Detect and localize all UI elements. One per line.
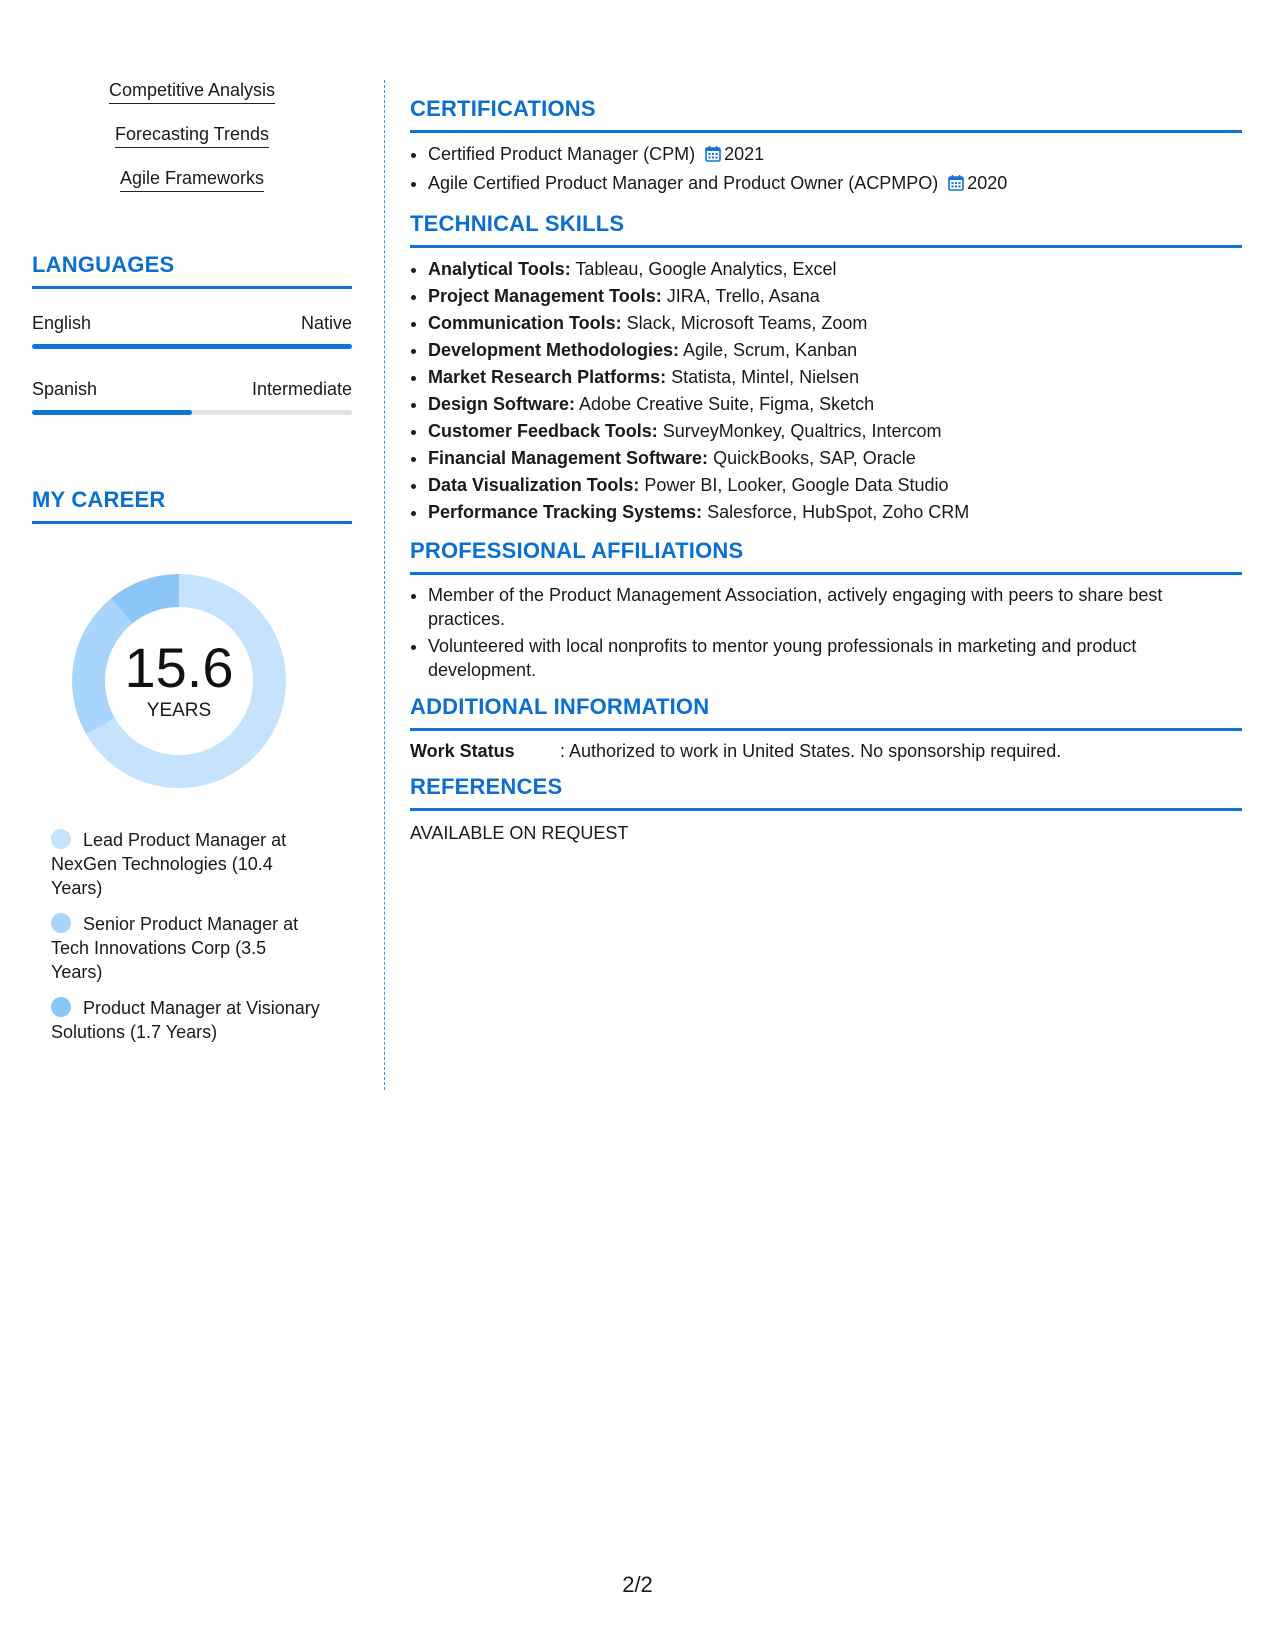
section-rule	[410, 808, 1242, 811]
affiliation-item: • Member of the Product Management Association, actively engaging with peers to share best practices.	[428, 583, 1242, 631]
language-level: Intermediate	[251, 379, 352, 399]
language-item	[32, 379, 352, 415]
certifications-section	[410, 96, 1242, 199]
references-title: REFERENCES	[410, 774, 563, 799]
donut-center	[64, 566, 294, 796]
language-level: Native	[300, 313, 352, 333]
skill-label: Market Research Platforms:	[428, 367, 667, 387]
skill-value: Statista, Mintel, Nielsen	[666, 367, 860, 387]
section-rule	[32, 521, 352, 524]
language-bar-fill	[32, 344, 352, 349]
certification-item	[428, 141, 1242, 170]
skill-label: Communication Tools:	[428, 313, 622, 333]
section-rule	[410, 130, 1242, 133]
skill-value: Agile, Scrum, Kanban	[679, 340, 858, 360]
skill-label: Data Visualization Tools:	[428, 475, 640, 495]
skill-label: Financial Management Software:	[428, 448, 709, 468]
legend-label: Product Manager at Visionary Solutions (1.7 Years)	[51, 998, 320, 1042]
skill-value: Power BI, Looker, Google Data Studio	[639, 475, 949, 495]
column-divider	[384, 80, 385, 1090]
language-bar-fill	[32, 410, 192, 415]
skill-item	[428, 283, 1242, 310]
skill-value: Adobe Creative Suite, Figma, Sketch	[575, 394, 875, 414]
language-bar	[32, 410, 352, 415]
affiliations-list	[410, 583, 1242, 682]
page-number: 2/2	[622, 1572, 653, 1597]
skill-item	[428, 256, 1242, 283]
legend-item	[51, 996, 321, 1044]
section-rule	[410, 728, 1242, 731]
references-section	[410, 774, 1242, 844]
career-section	[32, 487, 352, 1044]
skill-value: Tableau, Google Analytics, Excel	[570, 259, 837, 279]
skill-tags	[32, 80, 352, 212]
skill-item	[428, 472, 1242, 499]
skill-value: SurveyMonkey, Qualtrics, Intercom	[657, 421, 942, 441]
skill-item	[428, 337, 1242, 364]
additional-info-section	[410, 694, 1242, 762]
skill-value: Slack, Microsoft Teams, Zoom	[621, 313, 868, 333]
left-column	[32, 80, 352, 1056]
skill-tag: Forecasting Trends	[115, 124, 269, 148]
skill-label: Performance Tracking Systems:	[428, 502, 703, 522]
calendar-icon	[705, 143, 721, 170]
additional-info-title: ADDITIONAL INFORMATION	[410, 694, 710, 719]
language-name: Spanish	[32, 379, 98, 399]
certifications-title: CERTIFICATIONS	[410, 96, 596, 121]
legend-label: Lead Product Manager at NexGen Technologies (10.4 Years)	[51, 830, 287, 898]
legend-item	[51, 828, 321, 900]
career-legend	[51, 828, 321, 1044]
certification-year: 2021	[724, 144, 765, 164]
section-rule	[410, 245, 1242, 248]
legend-label: Senior Product Manager at Tech Innovations Corp (3.5 Years)	[51, 914, 299, 982]
career-donut-chart	[64, 566, 294, 796]
skill-value: QuickBooks, SAP, Oracle	[708, 448, 916, 468]
references-text: AVAILABLE ON REQUEST	[410, 823, 629, 843]
affiliations-section	[410, 538, 1242, 682]
skill-value: JIRA, Trello, Asana	[661, 286, 820, 306]
skill-item	[428, 310, 1242, 337]
career-unit: YEARS	[146, 700, 212, 721]
section-rule	[32, 286, 352, 289]
calendar-icon	[948, 172, 964, 199]
skill-item	[428, 391, 1242, 418]
languages-title: LANGUAGES	[32, 252, 175, 277]
work-status-value: : Authorized to work in United States. No sponsorship required.	[560, 741, 1062, 761]
work-status-key: Work Status	[410, 741, 515, 761]
legend-dot-icon	[51, 997, 71, 1017]
skill-item	[428, 364, 1242, 391]
languages-section	[32, 252, 352, 415]
skill-item	[428, 418, 1242, 445]
certification-item	[428, 170, 1242, 199]
legend-item	[51, 912, 321, 984]
work-status-row	[410, 741, 1242, 762]
legend-dot-icon	[51, 913, 71, 933]
certification-year: 2020	[967, 173, 1008, 193]
skill-tag: Agile Frameworks	[120, 168, 264, 192]
language-item	[32, 313, 352, 349]
career-total-years: 15.6	[124, 636, 234, 699]
technical-skills-list	[410, 256, 1242, 526]
certification-name: Certified Product Manager (CPM)	[428, 144, 696, 164]
career-title: MY CAREER	[32, 487, 166, 512]
language-bar	[32, 344, 352, 349]
legend-dot-icon	[51, 829, 71, 849]
skill-tag: Competitive Analysis	[109, 80, 275, 104]
skill-item	[428, 499, 1242, 526]
skill-label: Development Methodologies:	[428, 340, 680, 360]
skill-label: Design Software:	[428, 394, 576, 414]
skill-label: Customer Feedback Tools:	[428, 421, 658, 441]
technical-skills-section	[410, 211, 1242, 526]
section-rule	[410, 572, 1242, 575]
certifications-list	[410, 141, 1242, 199]
right-column	[410, 96, 1242, 856]
technical-skills-title: TECHNICAL SKILLS	[410, 211, 625, 236]
affiliation-item: • Volunteered with local nonprofits to mentor young professionals in marketing and product development.	[428, 634, 1242, 682]
skill-item	[428, 445, 1242, 472]
affiliations-title: PROFESSIONAL AFFILIATIONS	[410, 538, 744, 563]
skill-label: Project Management Tools:	[428, 286, 662, 306]
skill-value: Salesforce, HubSpot, Zoho CRM	[702, 502, 970, 522]
language-name: English	[32, 313, 92, 333]
certification-name: Agile Certified Product Manager and Product Owner (ACPMPO)	[428, 173, 939, 193]
skill-label: Analytical Tools:	[428, 259, 571, 279]
